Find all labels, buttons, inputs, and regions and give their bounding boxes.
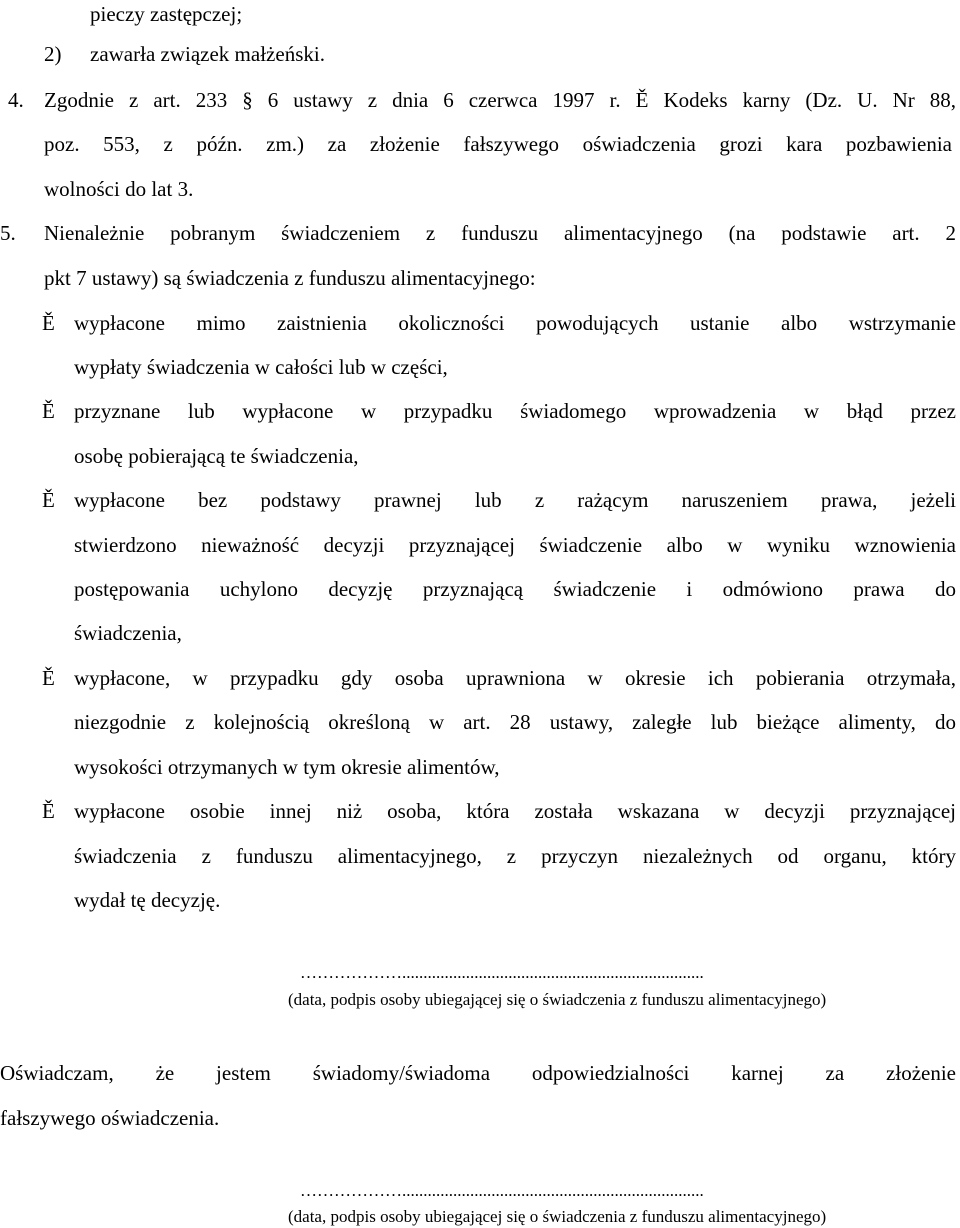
bullet-text-line: wydał tę decyzję. <box>74 888 221 912</box>
bullet-text-line: wypłaty świadczenia w całości lub w części, <box>74 355 448 379</box>
item-text: zawarła związek małżeński. <box>90 42 325 66</box>
bullet-text-line: wypłacone, w przypadku gdy osoba uprawniona w okresie ich pobierania otrzymała, <box>74 666 956 690</box>
bullet-text-line: świadczenia z funduszu alimentacyjnego, z przyczyn niezależnych od organu, który <box>74 844 956 868</box>
point-number: 5. <box>0 221 16 245</box>
bullet-text-line: wypłacone bez podstawy prawnej lub z rażącym naruszeniem prawa, jeżeli <box>74 488 956 512</box>
point-text-line: wolności do lat 3. <box>44 177 194 201</box>
bullet-text-line: wypłacone mimo zaistnienia okoliczności powodujących ustanie albo wstrzymanie <box>74 311 956 335</box>
point-text-line: Zgodnie z art. 233 § 6 ustawy z dnia 6 czerwca 1997 r. Ě Kodeks karny (Dz. U. Nr 88, <box>44 88 956 112</box>
bullet-text-line: wysokości otrzymanych w tym okresie alimentów, <box>74 755 500 779</box>
point-number: 4. <box>8 88 24 112</box>
bullet-icon: Ě <box>42 666 55 690</box>
bullet-icon: Ě <box>42 399 55 423</box>
signature-line: ………………....................................................................... <box>300 963 704 982</box>
bullet-text-line: niezgodnie z kolejnością określoną w art. 28 ustawy, zaległe lub bieżące alimenty, do <box>74 710 956 734</box>
point-text-line: pkt 7 ustawy) są świadczenia z funduszu alimentacyjnego: <box>44 266 536 290</box>
bullet-text-line: wypłacone osobie innej niż osoba, która została wskazana w decyzji przyznającej <box>74 799 956 823</box>
bullet-icon: Ě <box>42 311 55 335</box>
bullet-icon: Ě <box>42 488 55 512</box>
bullet-text-line: osobę pobierającą te świadczenia, <box>74 444 359 468</box>
continuation-text: pieczy zastępczej; <box>90 2 243 26</box>
bullet-text-line: stwierdzono nieważność decyzji przyznającej świadczenie albo w wyniku wznowienia <box>74 533 956 557</box>
point-text-line: poz. 553, z późn. zm.) za złożenie fałszywego oświadczenia grozi kara pozbawienia <box>44 132 952 156</box>
declaration-line: Oświadczam, że jestem świadomy/świadoma odpowiedzialności karnej za złożenie <box>0 1061 956 1085</box>
signature-line: ………………....................................................................... <box>300 1181 704 1200</box>
item-number: 2) <box>44 42 62 66</box>
declaration-line: fałszywego oświadczenia. <box>0 1106 220 1130</box>
signature-caption: (data, podpis osoby ubiegającej się o świadczenia z funduszu alimentacyjnego) <box>288 1207 827 1226</box>
bullet-icon: Ě <box>42 799 55 823</box>
bullet-text-line: przyznane lub wypłacone w przypadku świadomego wprowadzenia w błąd przez <box>74 399 956 423</box>
point-text-line: Nienależnie pobranym świadczeniem z funduszu alimentacyjnego (na podstawie art. 2 <box>44 221 956 245</box>
bullet-text-line: świadczenia, <box>74 621 182 645</box>
bullet-text-line: postępowania uchylono decyzję przyznającą świadczenie i odmówiono prawa do <box>74 577 956 601</box>
signature-caption: (data, podpis osoby ubiegającej się o świadczenia z funduszu alimentacyjnego) <box>288 990 827 1009</box>
